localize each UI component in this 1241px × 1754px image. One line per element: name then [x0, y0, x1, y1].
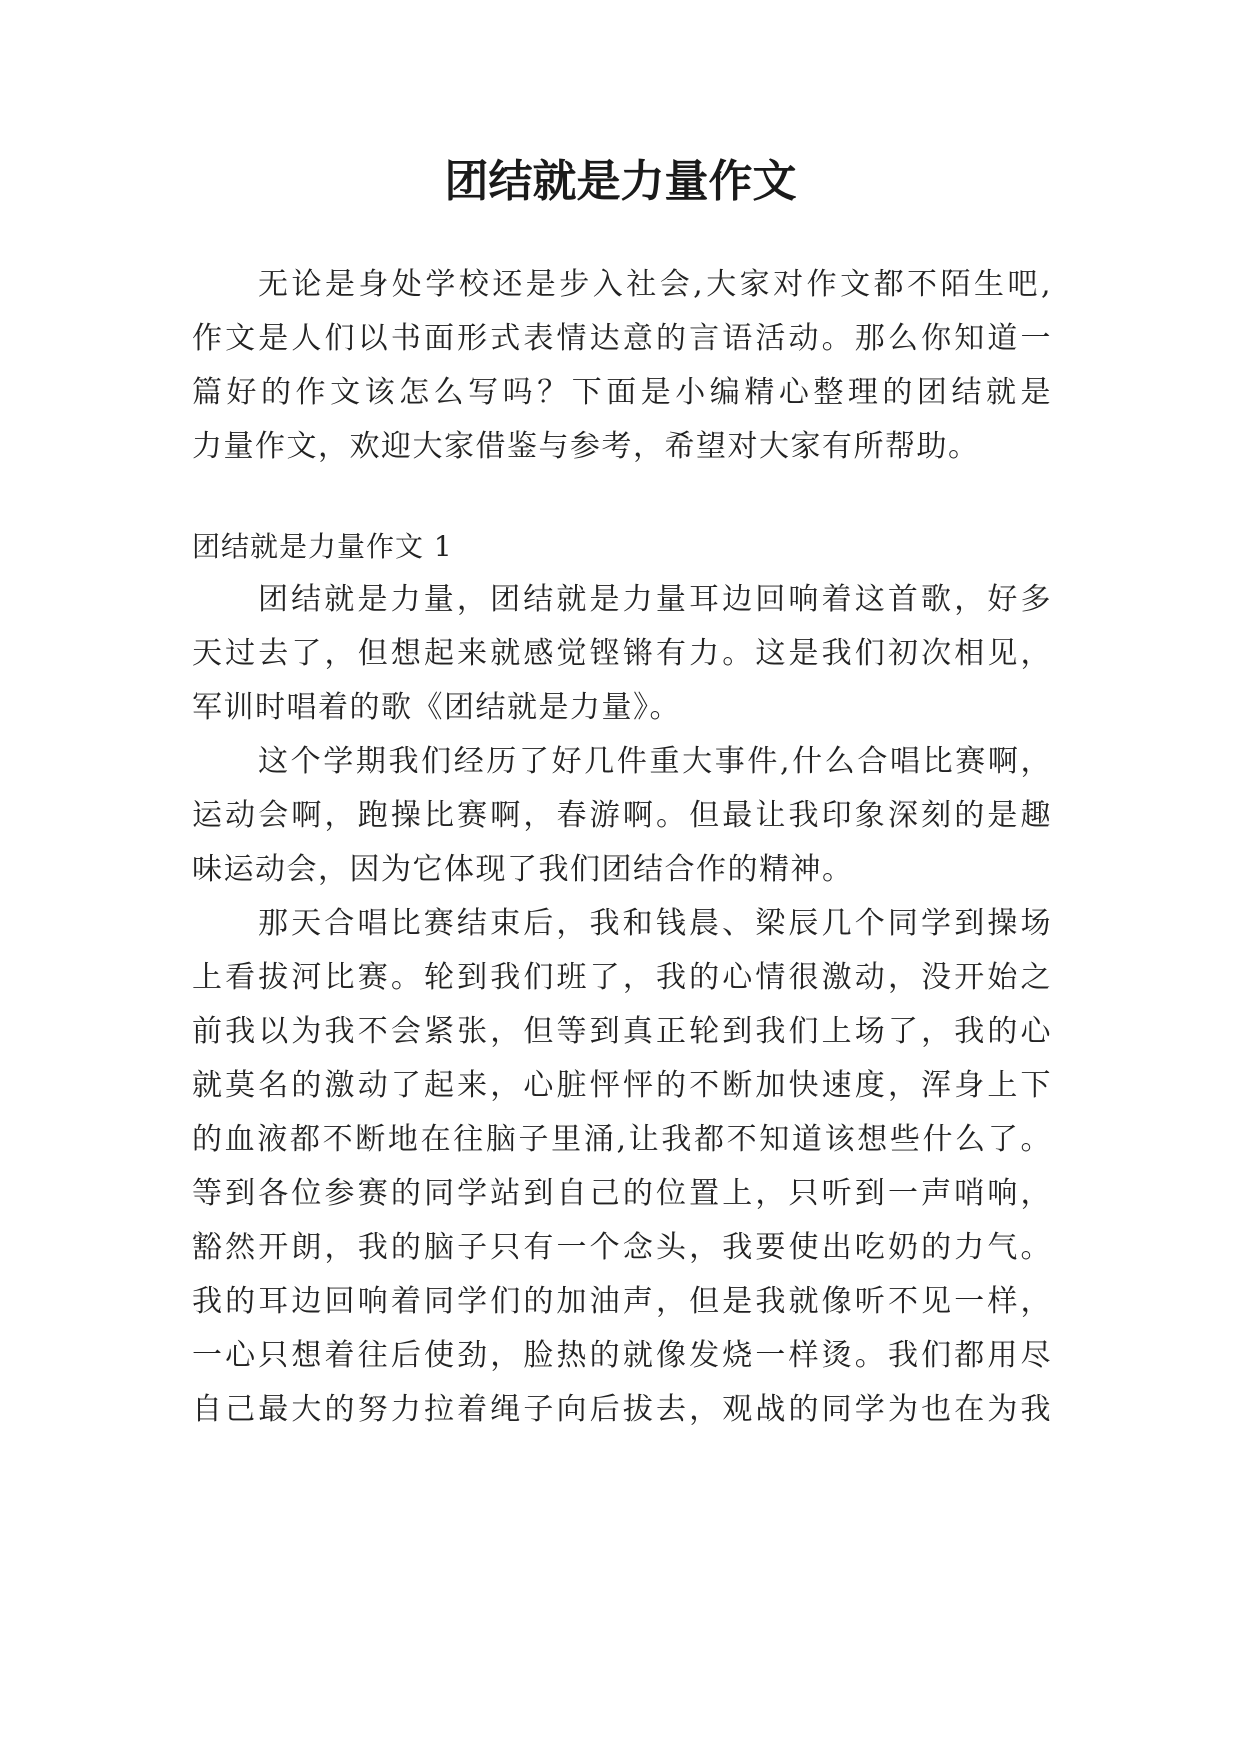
paragraph-line: 军训时唱着的歌《团结就是力量》。 — [192, 690, 681, 725]
paragraph-line: 我的耳边回响着同学们的加油声，但是我就像听不见一样， — [192, 1284, 1052, 1319]
document-title: 团结就是力量作文 — [444, 156, 797, 207]
paragraph-line: 等到各位参赛的同学站到自己的位置上，只听到一声哨响， — [192, 1176, 1052, 1211]
section-heading: 团结就是力量作文 1 — [192, 530, 453, 563]
paragraph-line: 前我以为我不会紧张，但等到真正轮到我们上场了，我的心 — [192, 1014, 1052, 1049]
paragraph-line: 上看拔河比赛。轮到我们班了，我的心情很激动，没开始之 — [192, 960, 1052, 995]
intro-line: 力量作文，欢迎大家借鉴与参考，希望对大家有所帮助。 — [192, 429, 980, 464]
paragraph-line: 就莫名的激动了起来，心脏怦怦的不断加快速度，浑身上下 — [192, 1068, 1052, 1103]
paragraph-line: 天过去了，但想起来就感觉铿锵有力。这是我们初次相见， — [192, 636, 1052, 671]
paragraph-line: 自己最大的努力拉着绳子向后拔去，观战的同学为也在为我 — [192, 1392, 1052, 1427]
intro-line: 篇好的作文该怎么写吗？下面是小编精心整理的团结就是 — [192, 375, 1052, 410]
paragraph-line: 团结就是力量，团结就是力量耳边回响着这首歌，好多 — [258, 582, 1052, 617]
intro-line: 作文是人们以书面形式表情达意的言语活动。那么你知道一 — [192, 321, 1052, 356]
paragraph-line: 那天合唱比赛结束后，我和钱晨、梁辰几个同学到操场 — [258, 906, 1052, 941]
paragraph-line: 味运动会，因为它体现了我们团结合作的精神。 — [192, 852, 854, 887]
paragraph-line: 运动会啊，跑操比赛啊，春游啊。但最让我印象深刻的是趣 — [192, 798, 1052, 833]
paragraph-line: 的血液都不断地在往脑子里涌,让我都不知道该想些什么了。 — [192, 1122, 1052, 1157]
paragraph-line: 这个学期我们经历了好几件重大事件,什么合唱比赛啊， — [258, 744, 1052, 779]
intro-line: 无论是身处学校还是步入社会,大家对作文都不陌生吧, — [258, 267, 1052, 302]
paragraph-line: 一心只想着往后使劲，脸热的就像发烧一样烫。我们都用尽 — [192, 1338, 1052, 1373]
paragraph-line: 豁然开朗，我的脑子只有一个念头，我要使出吃奶的力气。 — [192, 1230, 1052, 1265]
